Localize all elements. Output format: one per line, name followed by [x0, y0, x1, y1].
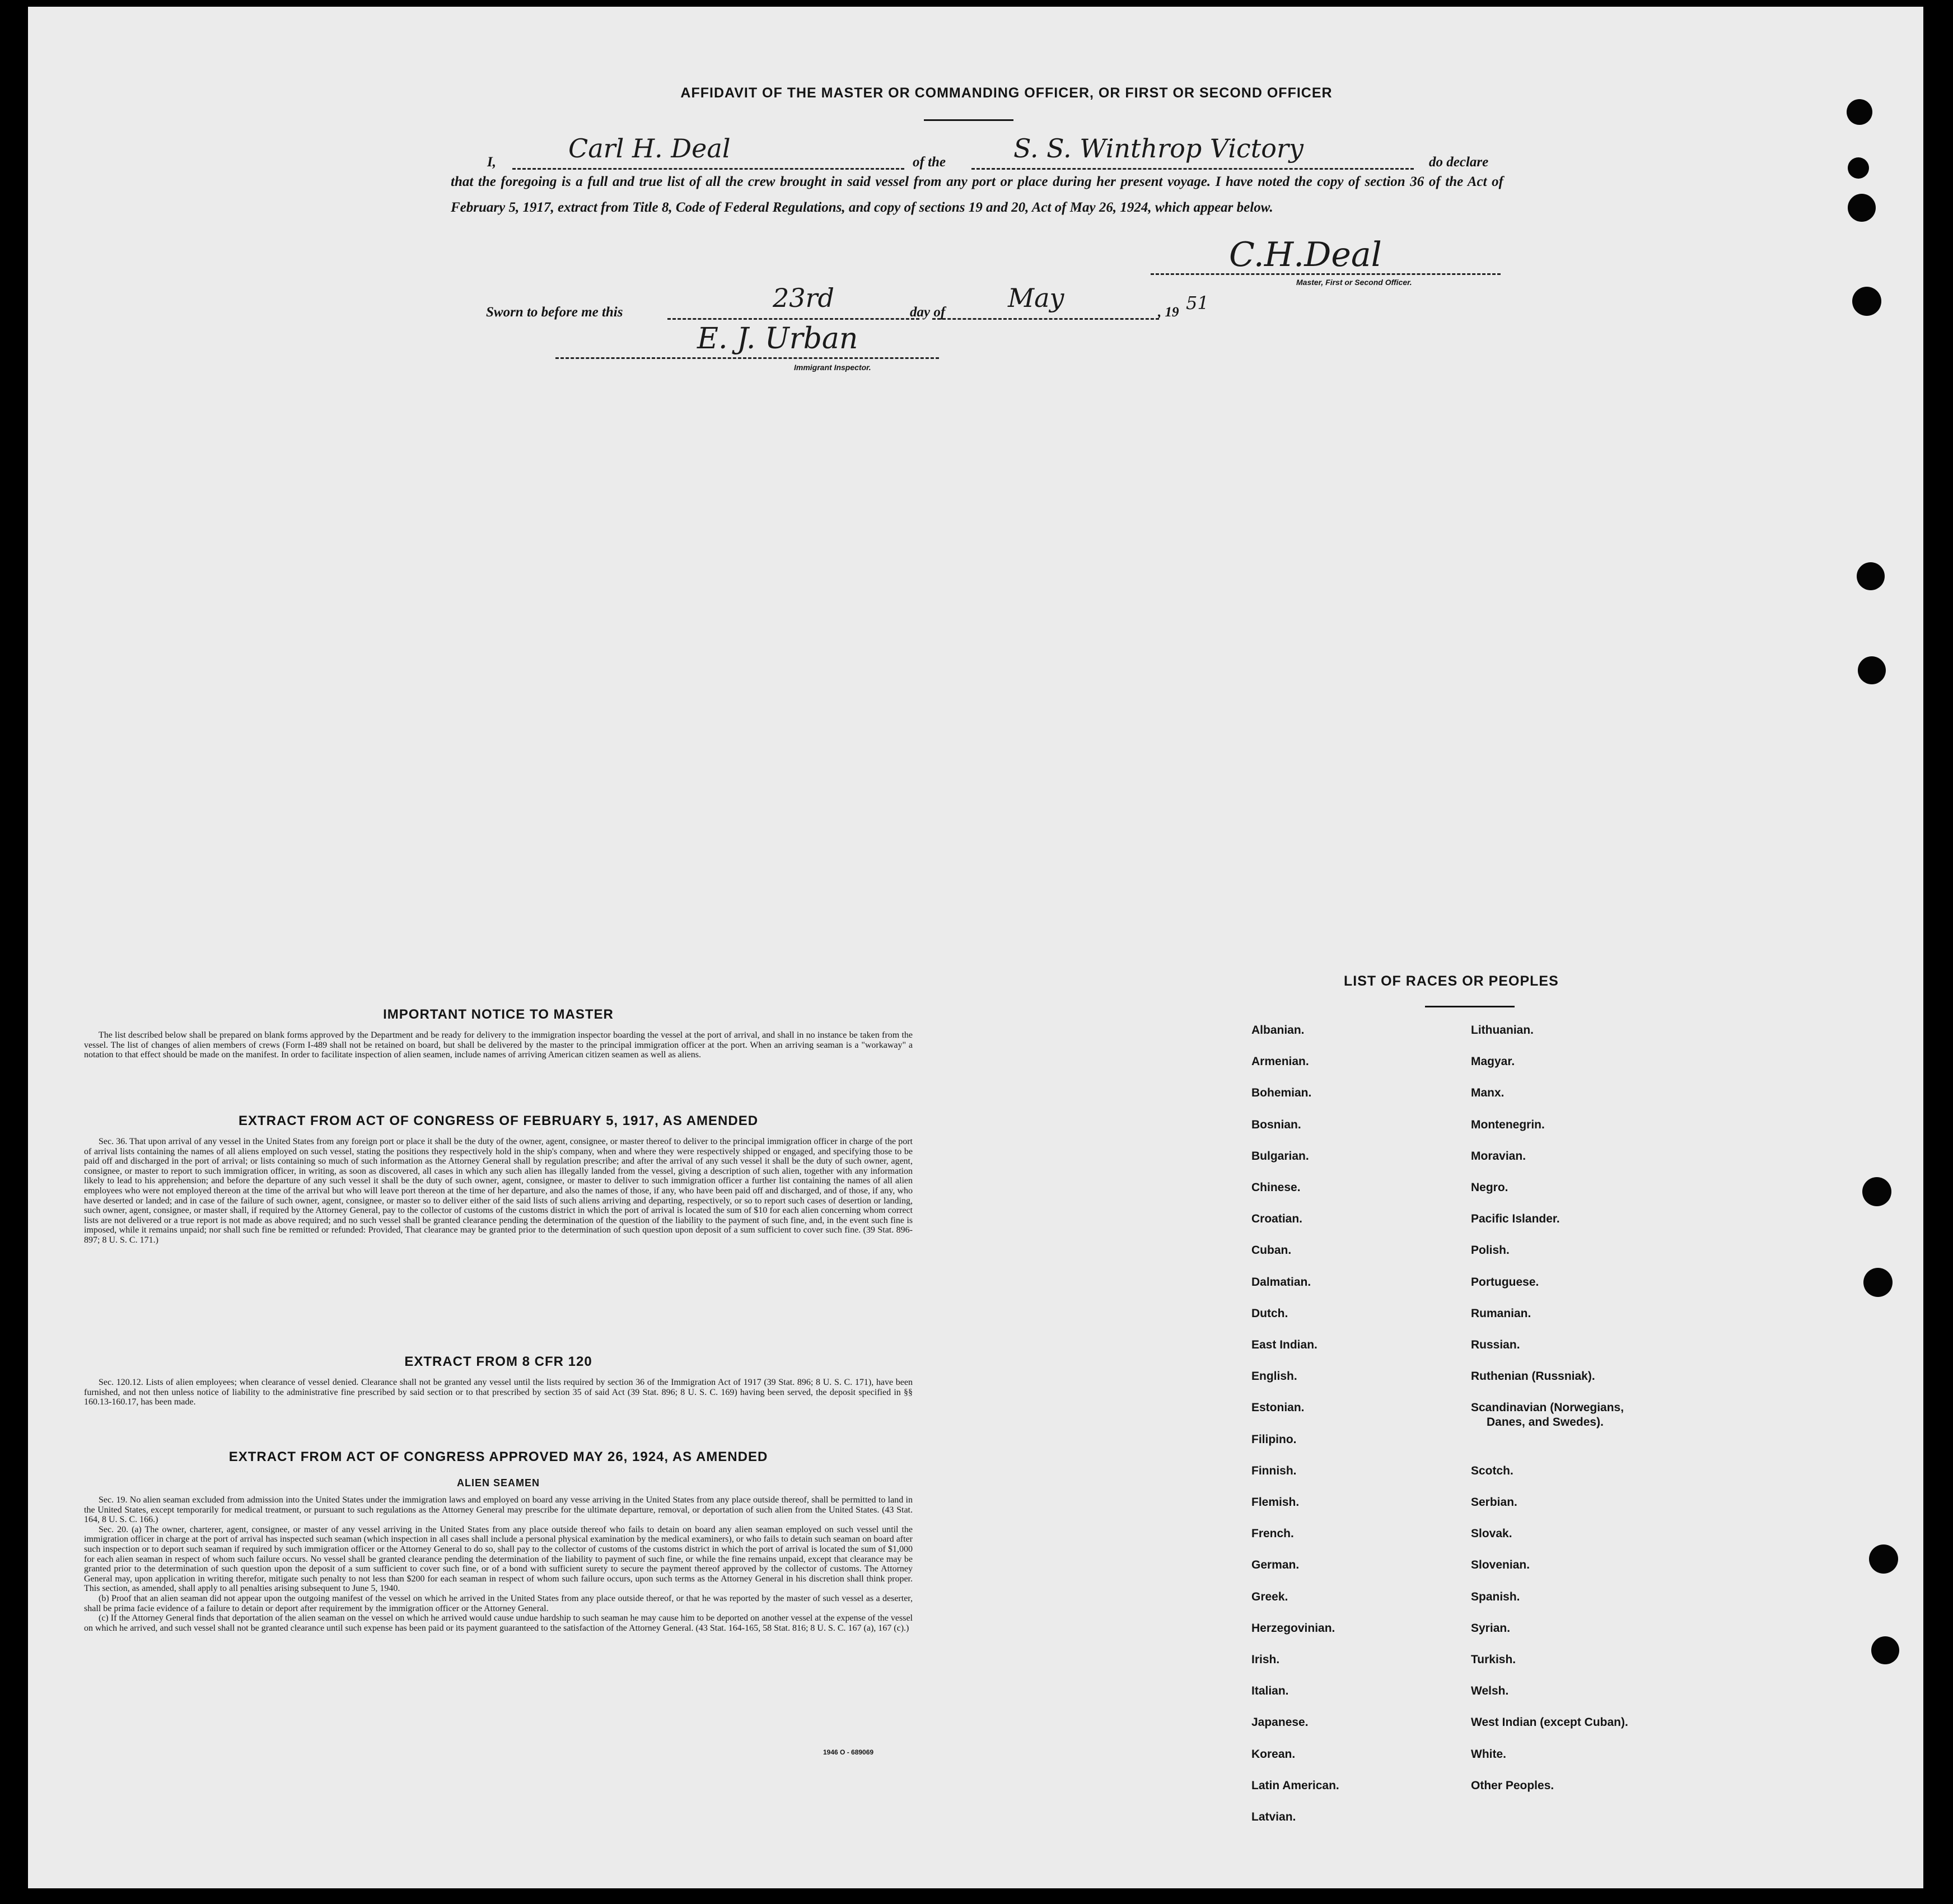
- race-item: Chinese.: [1251, 1181, 1301, 1194]
- sworn-year-handwritten: 51: [1186, 292, 1209, 314]
- punch-hole: [1863, 1268, 1893, 1297]
- extract-1924-subtitle: ALIEN SEAMEN: [456, 1477, 540, 1488]
- race-item: Bohemian.: [1251, 1086, 1312, 1100]
- races-title: LIST OF RACES OR PEOPLES: [1344, 973, 1559, 989]
- punch-hole: [1857, 562, 1885, 590]
- race-item: Syrian.: [1471, 1621, 1511, 1635]
- punch-hole: [1869, 1544, 1898, 1574]
- extract-1924-body: [84, 1495, 913, 1633]
- race-item: Cuban.: [1251, 1244, 1292, 1257]
- race-item: Albanian.: [1251, 1024, 1305, 1037]
- race-item: Polish.: [1471, 1244, 1510, 1257]
- sworn-month-handwritten: May: [1008, 283, 1064, 313]
- races-title-underline: [1425, 1006, 1515, 1007]
- inspector-caption: Immigrant Inspector.: [794, 363, 871, 372]
- race-item: Magyar.: [1471, 1055, 1515, 1068]
- race-item: Rumanian.: [1471, 1306, 1531, 1320]
- race-item: Croatian.: [1251, 1212, 1303, 1226]
- extract-1924-title: EXTRACT FROM ACT OF CONGRESS APPROVED MAY 26, 1924, AS AMENDED: [228, 1449, 768, 1464]
- punch-hole: [1858, 656, 1886, 684]
- punch-hole: [1852, 287, 1881, 316]
- sec20c-paragraph: (c) If the Attorney General finds that deportation of the alien seaman on the vessel on which he arrived would cause undue hardship to such seaman he may cause him to be deported on another vessel at the expense of the vessel on which he arrived, and such vessel shall not be granted clearance until such expense has been paid or its payment guaranteed to the satisfaction of the Attorney General. (43 Stat. 164-165, 58 Stat. 816; 8 U. S. C. 167 (a), 167 (c).): [84, 1613, 913, 1633]
- race-item: Pacific Islander.: [1471, 1212, 1560, 1226]
- vessel-name-handwritten: S. S. Winthrop Victory: [1013, 133, 1303, 164]
- race-item: Flemish.: [1251, 1496, 1300, 1509]
- punch-hole: [1871, 1636, 1899, 1664]
- sec20b-paragraph: (b) Proof that an alien seaman did not appear upon the outgoing manifest of the vessel on which he arrived in the United States from any place outside thereof, or that he was reported by the master of such vessel as a deserter, shall be prima facie evidence of a failure to detain or deport after requirement by the immigration officer or the Attorney General.: [84, 1593, 913, 1613]
- affidavit-prefix: I,: [487, 155, 496, 170]
- inspector-signature: E. J. Urban: [697, 322, 858, 356]
- race-item: Manx.: [1471, 1086, 1505, 1100]
- race-item: English.: [1251, 1370, 1297, 1383]
- sec19-paragraph: Sec. 19. No alien seaman excluded from admission into the United States under the immigration laws and employed on board any vesse arriving in the United States from any place outside thereof, shall be permitted to land in the United States, except temporarily for medical treatment, or pursuant to such regulations as the Attorney General may prescribe for the ultimate departure, removal, or deportation of such alien from the United States. (43 Stat. 164, 8 U. S. C. 166.): [84, 1495, 913, 1525]
- race-item: Filipino.: [1251, 1432, 1297, 1446]
- race-item: Scotch.: [1471, 1464, 1513, 1477]
- race-item: Armenian.: [1251, 1055, 1309, 1068]
- race-item: Italian.: [1251, 1684, 1289, 1698]
- race-item: Slovak.: [1471, 1527, 1512, 1541]
- extract-1917-body: [84, 1137, 913, 1245]
- affidavit-declaration: that the foregoing is a full and true list of all the crew brought in said vessel from any port or place during her present voyage. I have noted the copy of section 36 of the Act of February 5, 1917, extract from Title 8, Code of Federal Regulations, and copy of sections 19 and 20, Act of May 26, 1924, which appear below.: [451, 174, 1503, 215]
- race-item: Scandinavian (Norwegians,: [1471, 1401, 1624, 1415]
- affidavit-do-declare: do declare: [1429, 155, 1489, 170]
- race-item: Serbian.: [1471, 1496, 1517, 1509]
- master-signature: C.H.Deal: [1229, 235, 1382, 274]
- master-name-handwritten: Carl H. Deal: [568, 133, 731, 164]
- race-item: Welsh.: [1471, 1684, 1509, 1698]
- race-item: Finnish.: [1251, 1464, 1297, 1477]
- sworn-prefix: Sworn to before me this: [486, 305, 623, 320]
- punch-hole: [1848, 157, 1869, 179]
- race-item: Ruthenian (Russniak).: [1471, 1370, 1595, 1383]
- race-item: Dalmatian.: [1251, 1275, 1311, 1289]
- race-item: Bulgarian.: [1251, 1149, 1309, 1163]
- race-item: Greek.: [1251, 1590, 1288, 1603]
- race-item: German.: [1251, 1558, 1300, 1572]
- notice-body: [84, 1030, 913, 1060]
- race-item: Moravian.: [1471, 1149, 1526, 1163]
- extract-1917-title: EXTRACT FROM ACT OF CONGRESS OF FEBRUARY 5, 1917, AS AMENDED: [238, 1113, 759, 1128]
- race-item: Latin American.: [1251, 1779, 1339, 1792]
- race-item: Spanish.: [1471, 1590, 1520, 1603]
- inspector-signature-line: [555, 357, 939, 359]
- race-item: French.: [1251, 1527, 1294, 1541]
- race-item: Herzegovinian.: [1251, 1621, 1335, 1635]
- race-item: Danes, and Swedes).: [1487, 1415, 1604, 1429]
- notice-title: IMPORTANT NOTICE TO MASTER: [383, 1007, 614, 1022]
- sec20a-paragraph: Sec. 20. (a) The owner, charterer, agent, consignee, or master of any vessel arriving in the United States from any place outside thereof who fails to detain on board any alien seaman employed on such vessel until the immigration officer in charge at the port of arrival has inspected such seaman (which inspection in all cases shall include a personal physical examination by the medical examiners), or who fails to detain such seaman on board after such inspection or to deport such seaman if required by such immigration officer or the Attorney General to do so, shall pay to the collector of customs of the customs district in which the port of arrival is located the sum of $1,000 for each alien seaman in respect of whom such failure occurs. No vessel shall be granted clearance pending the determination of the liability to payment of such fine, or while the fine remains unpaid, except that clearance may be granted prior to the determination of such question upon the deposit of a sum sufficient to cover such fine, or of a bond with sufficient surety to secure the payment thereof approved by the collector of customs. The Attorney General may, upon application in writing therefor, mitigate such penalty to not less than $200 for each seaman in respect of whom such failure occurs, upon such terms as the Attorney General in his discretion shall think proper. This section, as amended, shall apply to all penalties arising subsequent to June 5, 1940.: [84, 1524, 913, 1594]
- punch-hole: [1848, 194, 1876, 222]
- sworn-day-of: day of: [910, 305, 946, 320]
- race-item: Russian.: [1471, 1338, 1520, 1351]
- sworn-day-handwritten: 23rd: [773, 283, 834, 313]
- extract-cfr-body: [84, 1378, 913, 1407]
- race-item: Lithuanian.: [1471, 1024, 1534, 1037]
- race-item: White.: [1471, 1747, 1506, 1761]
- race-item: Irish.: [1251, 1653, 1280, 1666]
- extract-cfr-title: EXTRACT FROM 8 CFR 120: [404, 1354, 592, 1369]
- affidavit-of-the: of the: [913, 155, 946, 170]
- race-item: Negro.: [1471, 1181, 1508, 1194]
- extract-cfr-paragraph: Sec. 120.12. Lists of alien employees; when clearance of vessel denied. Clearance shall not be granted any vessel until the lists required by section 36 of the Immigration Act of 1917 (39 Stat. 896; 8 U. S. C. 171), have been furnished, and not then unless notice of liability to the administrative fine prescribed by said section or to that prescribed by section 35 of said Act (39 Stat. 896; 8 U. S. C. 169) having been served, the deposit specified in §§ 160.13-160.17, has been made.: [84, 1378, 913, 1407]
- affidavit-title: AFFIDAVIT OF THE MASTER OR COMMANDING OFFICER, OR FIRST OR SECOND OFFICER: [680, 85, 1333, 101]
- notice-paragraph: The list described below shall be prepared on blank forms approved by the Department and be ready for delivery to the immigration inspector boarding the vessel at the port of arrival, and shall in no instance be taken from the vessel. The list of changes of alien members of crews (Form I-489 shall not be retained on board, but shall be delivered by the master to the principal immigration officer at the port. When an arriving seaman is a "workaway" a notation to that effect should be made on the manifest. In order to facilitate inspection of alien seamen, include names of arriving American citizen seamen as well as aliens.: [84, 1030, 913, 1060]
- master-signature-line: [1151, 273, 1501, 275]
- race-item: Korean.: [1251, 1747, 1296, 1761]
- race-item: Other Peoples.: [1471, 1779, 1554, 1792]
- sworn-month-line: [932, 318, 1159, 320]
- race-item: Latvian.: [1251, 1810, 1296, 1823]
- master-caption: Master, First or Second Officer.: [1296, 278, 1412, 287]
- sworn-day-line: [667, 318, 919, 320]
- race-item: West Indian (except Cuban).: [1471, 1716, 1628, 1729]
- punch-hole: [1862, 1177, 1891, 1206]
- race-item: Estonian.: [1251, 1401, 1305, 1415]
- title-underline: [924, 119, 1013, 121]
- race-item: Bosnian.: [1251, 1118, 1301, 1131]
- race-item: Montenegrin.: [1471, 1118, 1545, 1131]
- punch-hole: [1847, 99, 1872, 125]
- sworn-year-prefix: , 19: [1158, 305, 1179, 320]
- race-item: Portuguese.: [1471, 1275, 1539, 1289]
- extract-1917-paragraph: Sec. 36. That upon arrival of any vessel in the United States from any foreign port or place it shall be the duty of the owner, agent, consignee, or master thereof to deliver to the principal immigration officer in charge of the port of arrival lists containing the names of all aliens employed on such vessel, stating the positions they respectively hold in the ship's company, when and where they were respectively shipped or engaged, and specifying those to be paid off and discharged in the port of arrival; or lists containing so much of such information as the Attorney General shall by regulation prescribe; and after the arrival of any such vessel it shall be the duty of such owner, agent, consignee, or master to report to such immigration officer, in writing, as soon as discovered, all cases in which any such alien has illegally landed from the vessel, giving a description of such alien, together with any information likely to lead to his apprehension; and before the departure of any such vessel it shall be the duty of such owner, agent, consignee, or master to deliver to such immigration officer a further list containing the names of all alien employees who were not employed thereon at the time of the arrival but who will leave port thereon at the time of her departure, and also the names of those, if any, who have been paid off and discharged, and of those, if any, who have deserted or landed; and in case of the failure of such owner, agent, consignee, or master so to deliver either of the said lists of such aliens arriving and departing, respectively, or so to report such cases of desertion or landing, such owner, agent, consignee, or master shall, if required by the Attorney General, pay to the collector of customs of the customs district in which the port of arrival is located the sum of $10 for each alien concerning whom correct lists are not delivered or a true report is not made as above required; and no such vessel shall be granted clearance pending the determination of the question of the liability to the payment of such fine, and, in the event such fine is imposed, while it remains unpaid; nor shall such fine be remitted or refunded: Provided, That clearance may be granted prior to the determination of such question upon deposit of a sum sufficient to cover such fine. (39 Stat. 896-897; 8 U. S. C. 171.): [84, 1137, 913, 1245]
- race-item: Slovenian.: [1471, 1558, 1530, 1572]
- race-item: Japanese.: [1251, 1716, 1309, 1729]
- print-code: 1946 O - 689069: [823, 1748, 874, 1756]
- race-item: Dutch.: [1251, 1306, 1288, 1320]
- race-item: Turkish.: [1471, 1653, 1516, 1666]
- race-item: East Indian.: [1251, 1338, 1317, 1351]
